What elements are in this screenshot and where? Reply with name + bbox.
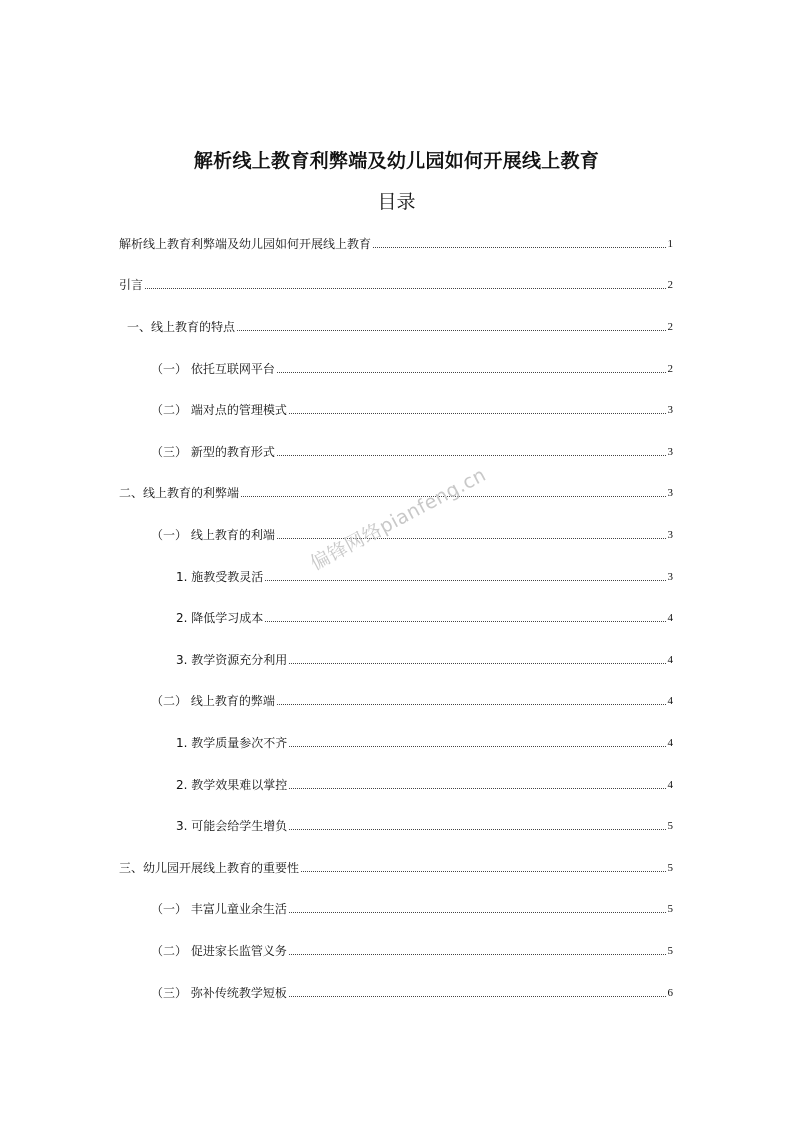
toc-page-number: 5	[667, 862, 673, 874]
toc-leader	[265, 620, 665, 622]
toc-page-number: 4	[667, 695, 673, 707]
toc-entry-text: 引言	[119, 278, 144, 292]
toc-page-number: 3	[667, 487, 673, 499]
toc-leader	[289, 828, 665, 830]
toc-page-number: 3	[667, 404, 673, 416]
toc-page-number: 5	[667, 903, 673, 915]
toc-entry-text: 一、线上教育的特点	[127, 320, 236, 334]
toc-entry[interactable]	[151, 942, 673, 958]
toc-page-number: 4	[667, 737, 673, 749]
toc-entry[interactable]	[151, 526, 673, 542]
toc-entry[interactable]	[151, 900, 673, 916]
toc-page-number: 3	[667, 446, 673, 458]
toc-entry-text: 解析线上教育利弊端及幼儿园如何开展线上教育	[119, 237, 372, 251]
toc-entry[interactable]	[119, 235, 673, 251]
toc-entry-text: （一） 线上教育的利端	[151, 528, 275, 542]
watermark: 偏锋网络pianfeng.cn	[306, 463, 490, 575]
toc-leader	[289, 662, 665, 664]
toc-entry-text: 2. 降低学习成本	[176, 611, 264, 625]
toc-entry[interactable]	[176, 734, 673, 750]
toc-entry-text: 二、线上教育的利弊端	[119, 486, 240, 500]
toc-entry-text: 1. 施教受教灵活	[176, 570, 264, 584]
toc-entry[interactable]	[176, 568, 673, 584]
toc-page-number: 4	[667, 779, 673, 791]
toc-page-number: 3	[667, 571, 673, 583]
toc-entry-text: （三） 弥补传统教学短板	[151, 986, 287, 1000]
toc-entry[interactable]	[119, 484, 673, 500]
toc-leader	[289, 745, 665, 747]
toc-leader	[289, 953, 666, 955]
toc-leader	[265, 579, 665, 581]
toc-entry[interactable]	[176, 776, 673, 792]
toc-entry-text: （一） 依托互联网平台	[151, 362, 275, 376]
toc-heading: 目录	[377, 191, 416, 213]
toc-entry-text: 三、幼儿园开展线上教育的重要性	[119, 861, 300, 875]
toc-entry[interactable]	[119, 276, 673, 292]
toc-entry[interactable]	[176, 651, 673, 667]
toc-page-number: 4	[667, 654, 673, 666]
toc-leader	[289, 911, 666, 913]
toc-entry[interactable]	[151, 692, 673, 708]
toc-entry[interactable]	[151, 401, 673, 417]
toc-entry-text: 3. 教学资源充分利用	[176, 653, 288, 667]
toc-leader	[277, 703, 666, 705]
toc-page-number: 3	[667, 529, 673, 541]
toc-entry-text: （二） 促进家长监管义务	[151, 944, 287, 958]
toc-leader	[373, 246, 665, 248]
toc-entry[interactable]	[151, 360, 673, 376]
toc-entry[interactable]	[176, 817, 673, 833]
toc-entry-text: 3. 可能会给学生增负	[176, 819, 288, 833]
toc-page-number: 4	[667, 612, 673, 624]
toc-leader	[301, 870, 665, 872]
toc-leader	[145, 287, 665, 289]
toc-leader	[289, 995, 666, 997]
toc-page-number: 2	[667, 321, 673, 333]
toc-entry-text: （二） 线上教育的弊端	[151, 694, 275, 708]
toc-entry-text: 1. 教学质量参次不齐	[176, 736, 288, 750]
toc-entry[interactable]	[151, 443, 673, 459]
toc-entry-text: 2. 教学效果难以掌控	[176, 778, 288, 792]
toc-page-number: 1	[667, 238, 673, 250]
toc-entry[interactable]	[127, 318, 673, 334]
toc-leader	[277, 454, 666, 456]
toc-leader	[289, 787, 665, 789]
toc-page-number: 2	[667, 363, 673, 375]
toc-entry[interactable]	[176, 609, 673, 625]
document-title: 解析线上教育利弊端及幼儿园如何开展线上教育	[193, 150, 600, 172]
toc-page-number: 5	[667, 820, 673, 832]
toc-page-number: 2	[667, 279, 673, 291]
toc-entry[interactable]	[119, 859, 673, 875]
toc-entry-text: （二） 端对点的管理模式	[151, 403, 287, 417]
toc-entry[interactable]	[151, 984, 673, 1000]
toc-leader	[277, 371, 666, 373]
toc-entry-text: （三） 新型的教育形式	[151, 445, 275, 459]
toc-entry-text: （一） 丰富儿童业余生活	[151, 902, 287, 916]
toc-page-number: 5	[667, 945, 673, 957]
toc-page-number: 6	[667, 987, 673, 999]
toc-leader	[237, 329, 665, 331]
toc-leader	[289, 412, 666, 414]
